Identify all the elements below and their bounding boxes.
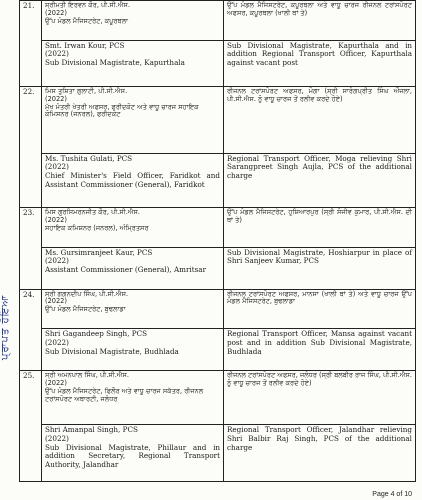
new-posting-punjabi: ਉੱਪ ਮੰਡਲ ਮੈਜਿਸਟਰੇਟ, ਹੁਸ਼ਿਆਰਪੁਰ (ਸ੍ਰੀ ਸੰਜੀਵ ਕੁਮਾਰ, ਪੀ.ਸੀ.ਐਸ. ਦੀ ਥਾਂ ਤੇ) [224, 208, 416, 248]
text-line: Ms. Gursimranjeet Kaur, PCS [45, 247, 153, 257]
text-line: ਮਿਸ ਗੁਰਸਿਮਰਨਜੀਤ ਕੌਰ, ਪੀ.ਸੀ.ਐਸ. [45, 208, 141, 216]
text-line: ਸ਼੍ਰੀਮਤੀ ਇਰਵਨ ਕੌਰ, ਪੀ.ਸੀ.ਐਸ. [45, 1, 130, 9]
serial-number: 22. [20, 86, 42, 207]
serial-number: 25. [20, 371, 42, 482]
current-posting-punjabi [42, 371, 224, 425]
text-line: (2022) [45, 434, 69, 444]
table-row [20, 289, 416, 329]
table-row [20, 371, 416, 425]
table-row [20, 329, 416, 371]
table-row [20, 247, 416, 289]
text-line: (2022) [45, 94, 67, 103]
text-line: ਸ੍ਰੀ ਅਮਨਪਾਲ ਸਿੰਘ, ਪੀ.ਸੀ.ਐਸ. [45, 371, 129, 380]
new-posting-english: Sub Divisional Magistrate, Hoshiarpur in place of Shri Sanjeev Kumar, PCS [224, 247, 416, 289]
text-line: ਮਿਸ ਤੁਸ਼ਿਤਾ ਗੁਲਾਟੀ, ਪੀ.ਸੀ.ਐਸ. [45, 86, 128, 95]
text-line: (2022) [45, 256, 69, 266]
text-line: (2022) [45, 297, 67, 306]
text-line: Smt. Irwan Kour, PCS [45, 40, 125, 50]
text-line: Assistant Commissioner (General), Amritsar [45, 265, 207, 275]
text-line: Sub Divisional Magistrate, Budhlada [45, 346, 179, 356]
new-posting-english: Regional Transport Officer, Moga relieving Shri Sarangpreet Singh Aujla, PCS of the additional charge [224, 153, 416, 207]
current-posting-english [42, 425, 224, 482]
current-posting-punjabi [42, 86, 224, 153]
page-number: Page 4 of 10 [372, 491, 412, 498]
table-row [20, 208, 416, 248]
table-row [20, 40, 416, 86]
text-line: Shri Amanpal Singh, PCS [45, 425, 138, 435]
text-line: (2022) [45, 379, 67, 387]
new-posting-punjabi: ਰੀਜਨਲ ਟਰਾਂਸਪੋਰਟ ਅਫਸਰ, ਮਾਨਸਾ (ਖਾਲੀ ਥਾਂ ਤੇ) ਅਤੇ ਵਾਧੂ ਚਾਰਜ ਉੱਪ ਮੰਡਲ ਮੈਜਿਸਟਰੇਟ, ਬੁਢਲਾਡਾ [224, 289, 416, 329]
current-posting-punjabi [42, 1, 224, 41]
table-row [20, 1, 416, 41]
handwritten-note: ਪ੍ਰਾਪਤ ਹੋਇਆ [0, 294, 11, 360]
text-line: (2022) [45, 215, 67, 224]
text-line: (2022) [45, 162, 69, 172]
text-line: (2022) [45, 49, 69, 59]
table-row [20, 86, 416, 153]
text-line: Chief Minister's Field Officer, Faridkot and Assistant Commissioner (General), Faridkot [45, 170, 220, 189]
text-line: ਉੱਪ ਮੰਡਲ ਮੈਜਿਸਟਰੇਟ, ਬੁਢਲਾਡਾ [45, 305, 126, 314]
text-line: ਉੱਪ ਮੰਡਲ ਮੈਜਿਸਟਰੇਟ, ਕਪੂਰਥਲਾ [45, 16, 129, 25]
serial-number: 21. [20, 1, 42, 87]
text-line: Shri Gagandeep Singh, PCS [45, 329, 148, 339]
text-line: Sub Divisional Magistrate, Phillaur and in addition Secretary, Regional Transport Authority, Jalandhar [45, 442, 220, 470]
current-posting-punjabi [42, 289, 224, 329]
current-posting-english [42, 247, 224, 289]
new-posting-punjabi: ਰੀਜਨਲ ਟਰਾਂਸਪੋਰਟ ਅਫਸਰ, ਮੋਗਾ (ਸ੍ਰੀ ਸਾਰੰਗਪ੍ਰੀਤ ਸਿੰਘ ਔਜਲਾ, ਪੀ.ਸੀ.ਐਸ. ਨੂੰ ਵਾਧੂ ਚਾਰਜ ਤੋਂ ਰਲੀਵ ਕਰਦੇ ਹੋਏ) [224, 86, 416, 153]
text-line: Ms. Tushita Gulati, PCS [45, 153, 133, 163]
current-posting-english [42, 153, 224, 207]
table-row [20, 153, 416, 207]
table-row [20, 425, 416, 482]
new-posting-punjabi: ਰੀਜਨਲ ਟਰਾਂਸਪੋਰਟ ਅਫਸਰ, ਜਲੰਧਰ (ਸ੍ਰੀ ਬਲਬੀਰ ਰਾਜ ਸਿੰਘ, ਪੀ.ਸੀ.ਐਸ. ਨੂੰ ਵਾਧੂ ਚਾਰਜ ਤੋਂ ਰਲੀਵ ਕਰਦੇ ਹੋਏ) [224, 371, 416, 425]
posting-table [19, 0, 416, 482]
new-posting-english: Regional Transport Officer, Mansa against vacant post and in addition Sub Divisional Magistrate, Budhlada [224, 329, 416, 371]
new-posting-english: Regional Transport Officer, Jalandhar relieving Shri Balbir Raj Singh, PCS of the additional charge [224, 425, 416, 482]
current-posting-english [42, 329, 224, 371]
serial-number: 24. [20, 289, 42, 371]
text-line: Sub Divisional Magistrate, Kapurthala [45, 58, 185, 68]
new-posting-english: Sub Divisional Magistrate, Kapurthala and in addition Regional Transport Officer, Kapurthala against vacant post [224, 40, 416, 86]
current-posting-english [42, 40, 224, 86]
text-line: ਸ੍ਰੀ ਗਗਨਦੀਪ ਸਿੰਘ, ਪੀ.ਸੀ.ਐਸ. [45, 289, 129, 298]
text-line: ਸਹਾਇਕ ਕਮਿਸ਼ਨਰ (ਜਨਰਲ), ਅੰਮ੍ਰਿਤਸਰ [45, 223, 149, 232]
text-line: (2022) [45, 8, 67, 17]
new-posting-punjabi: ਉੱਪ ਮੰਡਲ ਮੈਜਿਸਟਰੇਟ, ਕਪੂਰਥਲਾ ਅਤੇ ਵਾਧੂ ਚਾਰਜ ਰੀਜਨਲ ਟਰਾਂਸਪੋਰਟ ਅਫਸਰ, ਕਪੂਰਥਲਾ (ਖਾਲੀ ਥਾਂ ਤੇ) [224, 1, 416, 41]
text-line: ਮੁੱਖ ਮੰਤਰੀ ਖੇਤਰੀ ਅਫਸਰ, ਫਰੀਦਕੋਟ ਅਤੇ ਵਾਧੂ ਚਾਰਜ ਸਹਾਇਕ ਕਮਿਸ਼ਨਰ (ਜਨਰਲ), ਫਰੀਦਕੋਟ [45, 102, 199, 119]
text-line: (2022) [45, 337, 69, 347]
text-line: ਉੱਪ ਮੰਡਲ ਮੈਜਿਸਟਰੇਟ, ਫਿਲੌਰ ਅਤੇ ਵਾਧੂ ਚਾਰਜ ਸਕੱਤਰ, ਰੀਜਨਲ ਟਰਾਂਸਪੋਰਟ ਅਥਾਰਟੀ, ਜਲੰਧਰ [45, 386, 204, 403]
serial-number: 23. [20, 208, 42, 290]
current-posting-punjabi [42, 208, 224, 248]
